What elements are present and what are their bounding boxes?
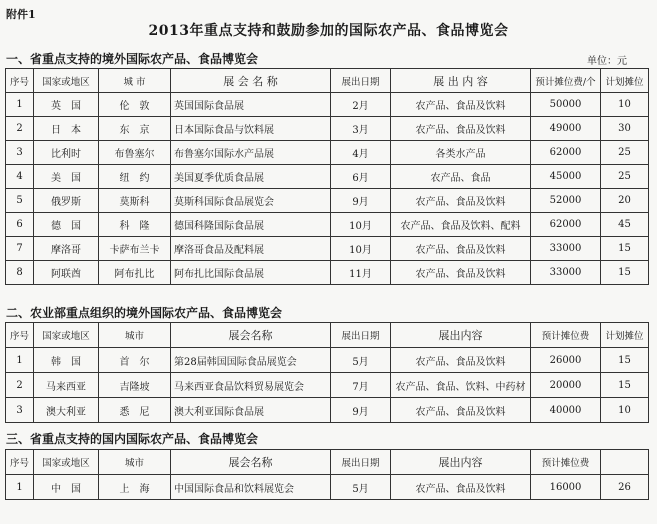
table-cell: 2月: [331, 93, 391, 117]
table-cell: 10: [601, 93, 649, 117]
annex-label: 附件1: [6, 8, 36, 21]
table-cell: 英 国: [34, 93, 99, 117]
table-cell: 英国国际食品展: [171, 93, 331, 117]
table-cell: 1: [6, 475, 34, 500]
table-cell: 摩洛哥食品及配料展: [171, 237, 331, 261]
column-header: 展出日期: [331, 323, 391, 348]
table-cell: 45: [601, 213, 649, 237]
column-header: 展 出 内 容: [391, 69, 531, 93]
table-cell: 卡萨布兰卡: [99, 237, 171, 261]
column-header: 展会名称: [171, 450, 331, 475]
table-cell: 布鲁塞尔: [99, 141, 171, 165]
table-cell: 悉 尼: [99, 398, 171, 423]
table-cell: 5: [6, 189, 34, 213]
table-cell: 1: [6, 348, 34, 373]
table-cell: 30: [601, 117, 649, 141]
table-row: [6, 165, 649, 189]
table-cell: 6: [6, 213, 34, 237]
table-cell: 25: [601, 141, 649, 165]
table-cell: 农产品、食品、饮料、中药材: [391, 373, 531, 398]
table-cell: 各类水产品: [391, 141, 531, 165]
section3-heading: 三、省重点支持的国内国际农产品、食品博览会: [6, 432, 259, 446]
table-cell: 农产品、食品及饮料: [391, 475, 531, 500]
table-cell: 10: [601, 398, 649, 423]
table-cell: 农产品、食品及饮料、配料: [391, 213, 531, 237]
table-cell: 5月: [331, 475, 391, 500]
table-cell: 15: [601, 237, 649, 261]
column-header: [601, 450, 649, 475]
table-cell: 5月: [331, 348, 391, 373]
column-header: 预计摊位费: [531, 450, 601, 475]
table-cell: 德 国: [34, 213, 99, 237]
table-cell: 农产品、食品及饮料: [391, 398, 531, 423]
column-header: 国家或地区: [34, 323, 99, 348]
table-cell: 4: [6, 165, 34, 189]
table-cell: 45000: [531, 165, 601, 189]
table-cell: 莫斯科: [99, 189, 171, 213]
table-cell: 美 国: [34, 165, 99, 189]
column-header: 展 会 名 称: [171, 69, 331, 93]
table-cell: 纽 约: [99, 165, 171, 189]
table-row: [6, 261, 649, 285]
table-cell: 2: [6, 373, 34, 398]
table-cell: 26: [601, 475, 649, 500]
table-cell: 49000: [531, 117, 601, 141]
table-cell: 15: [601, 261, 649, 285]
column-header: 城市: [99, 450, 171, 475]
table-cell: 中 国: [34, 475, 99, 500]
table-header-row: [6, 450, 649, 475]
table-cell: 7: [6, 237, 34, 261]
column-header: 展出日期: [331, 450, 391, 475]
table-cell: 马来西亚食品饮料贸易展览会: [171, 373, 331, 398]
table-cell: 阿布扎比: [99, 261, 171, 285]
table-row: [6, 237, 649, 261]
table-cell: 9月: [331, 189, 391, 213]
table-row: [6, 348, 649, 373]
table-cell: 德国科隆国际食品展: [171, 213, 331, 237]
table-cell: 俄罗斯: [34, 189, 99, 213]
table-cell: 澳大利亚: [34, 398, 99, 423]
table-cell: 第28届韩国国际食品展览会: [171, 348, 331, 373]
unit-label: 单位：元: [587, 56, 627, 67]
table-cell: 布鲁塞尔国际水产品展: [171, 141, 331, 165]
table-cell: 摩洛哥: [34, 237, 99, 261]
table-cell: 33000: [531, 237, 601, 261]
table-cell: 26000: [531, 348, 601, 373]
column-header: 预计摊位费/个: [531, 69, 601, 93]
table-header-row: [6, 69, 649, 93]
column-header: 预计摊位费: [531, 323, 601, 348]
table-cell: 16000: [531, 475, 601, 500]
section2-heading: 二、农业部重点组织的境外国际农产品、食品博览会: [6, 306, 283, 320]
page-title: 2013年重点支持和鼓励参加的国际农产品、食品博览会: [148, 23, 509, 39]
table-cell: 3: [6, 398, 34, 423]
table-cell: 美国夏季优质食品展: [171, 165, 331, 189]
table-cell: 日 本: [34, 117, 99, 141]
table-header-row: [6, 323, 649, 348]
table-row: [6, 117, 649, 141]
table-cell: 15: [601, 373, 649, 398]
table-row: [6, 141, 649, 165]
column-header: 序号: [6, 69, 34, 93]
table-cell: 8: [6, 261, 34, 285]
table-cell: 3月: [331, 117, 391, 141]
column-header: 序号: [6, 323, 34, 348]
table-row: [6, 93, 649, 117]
table-cell: 3: [6, 141, 34, 165]
table-cell: 澳大利亚国际食品展: [171, 398, 331, 423]
table-row: [6, 398, 649, 423]
table-cell: 25: [601, 165, 649, 189]
column-header: 展出日期: [331, 69, 391, 93]
column-header: 城市: [99, 323, 171, 348]
table-cell: 莫斯科国际食品展览会: [171, 189, 331, 213]
column-header: 国家或地区: [34, 69, 99, 93]
table-cell: 上 海: [99, 475, 171, 500]
section3-table: [5, 449, 649, 500]
table-cell: 吉隆坡: [99, 373, 171, 398]
table-cell: 62000: [531, 141, 601, 165]
table-cell: 东 京: [99, 117, 171, 141]
table-cell: 科 隆: [99, 213, 171, 237]
table-cell: 52000: [531, 189, 601, 213]
table-row: [6, 189, 649, 213]
table-cell: 农产品、食品及饮料: [391, 117, 531, 141]
table-row: [6, 475, 649, 500]
table-cell: 农产品、食品及饮料: [391, 237, 531, 261]
table-cell: 伦 敦: [99, 93, 171, 117]
table-cell: 4月: [331, 141, 391, 165]
table-cell: 农产品、食品及饮料: [391, 348, 531, 373]
table-cell: 40000: [531, 398, 601, 423]
table-cell: 9月: [331, 398, 391, 423]
table-row: [6, 373, 649, 398]
table-cell: 10月: [331, 237, 391, 261]
table-cell: 11月: [331, 261, 391, 285]
table-cell: 2: [6, 117, 34, 141]
table-cell: 马来西亚: [34, 373, 99, 398]
table-cell: 50000: [531, 93, 601, 117]
table-cell: 7月: [331, 373, 391, 398]
section1-heading: 一、省重点支持的境外国际农产品、食品博览会: [6, 52, 259, 66]
column-header: 展出内容: [391, 323, 531, 348]
table-cell: 20000: [531, 373, 601, 398]
table-cell: 比利时: [34, 141, 99, 165]
column-header: 城 市: [99, 69, 171, 93]
column-header: 展会名称: [171, 323, 331, 348]
table-cell: 日本国际食品与饮料展: [171, 117, 331, 141]
table-cell: 韩 国: [34, 348, 99, 373]
table-cell: 农产品、食品及饮料: [391, 93, 531, 117]
table-cell: 农产品、食品及饮料: [391, 261, 531, 285]
table-cell: 农产品、食品: [391, 165, 531, 189]
table-cell: 阿联酋: [34, 261, 99, 285]
table-cell: 6月: [331, 165, 391, 189]
table-row: [6, 213, 649, 237]
column-header: 序号: [6, 450, 34, 475]
table-cell: 33000: [531, 261, 601, 285]
table-cell: 中国国际食品和饮料展览会: [171, 475, 331, 500]
column-header: 计划摊位: [601, 69, 649, 93]
section2-table: [5, 322, 649, 423]
column-header: 计划摊位: [601, 323, 649, 348]
column-header: 国家或地区: [34, 450, 99, 475]
section1-table: [5, 68, 649, 285]
table-cell: 首 尔: [99, 348, 171, 373]
table-cell: 15: [601, 348, 649, 373]
table-cell: 阿布扎比国际食品展: [171, 261, 331, 285]
table-cell: 10月: [331, 213, 391, 237]
column-header: 展出内容: [391, 450, 531, 475]
table-cell: 62000: [531, 213, 601, 237]
table-cell: 农产品、食品及饮料: [391, 189, 531, 213]
table-cell: 1: [6, 93, 34, 117]
table-cell: 20: [601, 189, 649, 213]
